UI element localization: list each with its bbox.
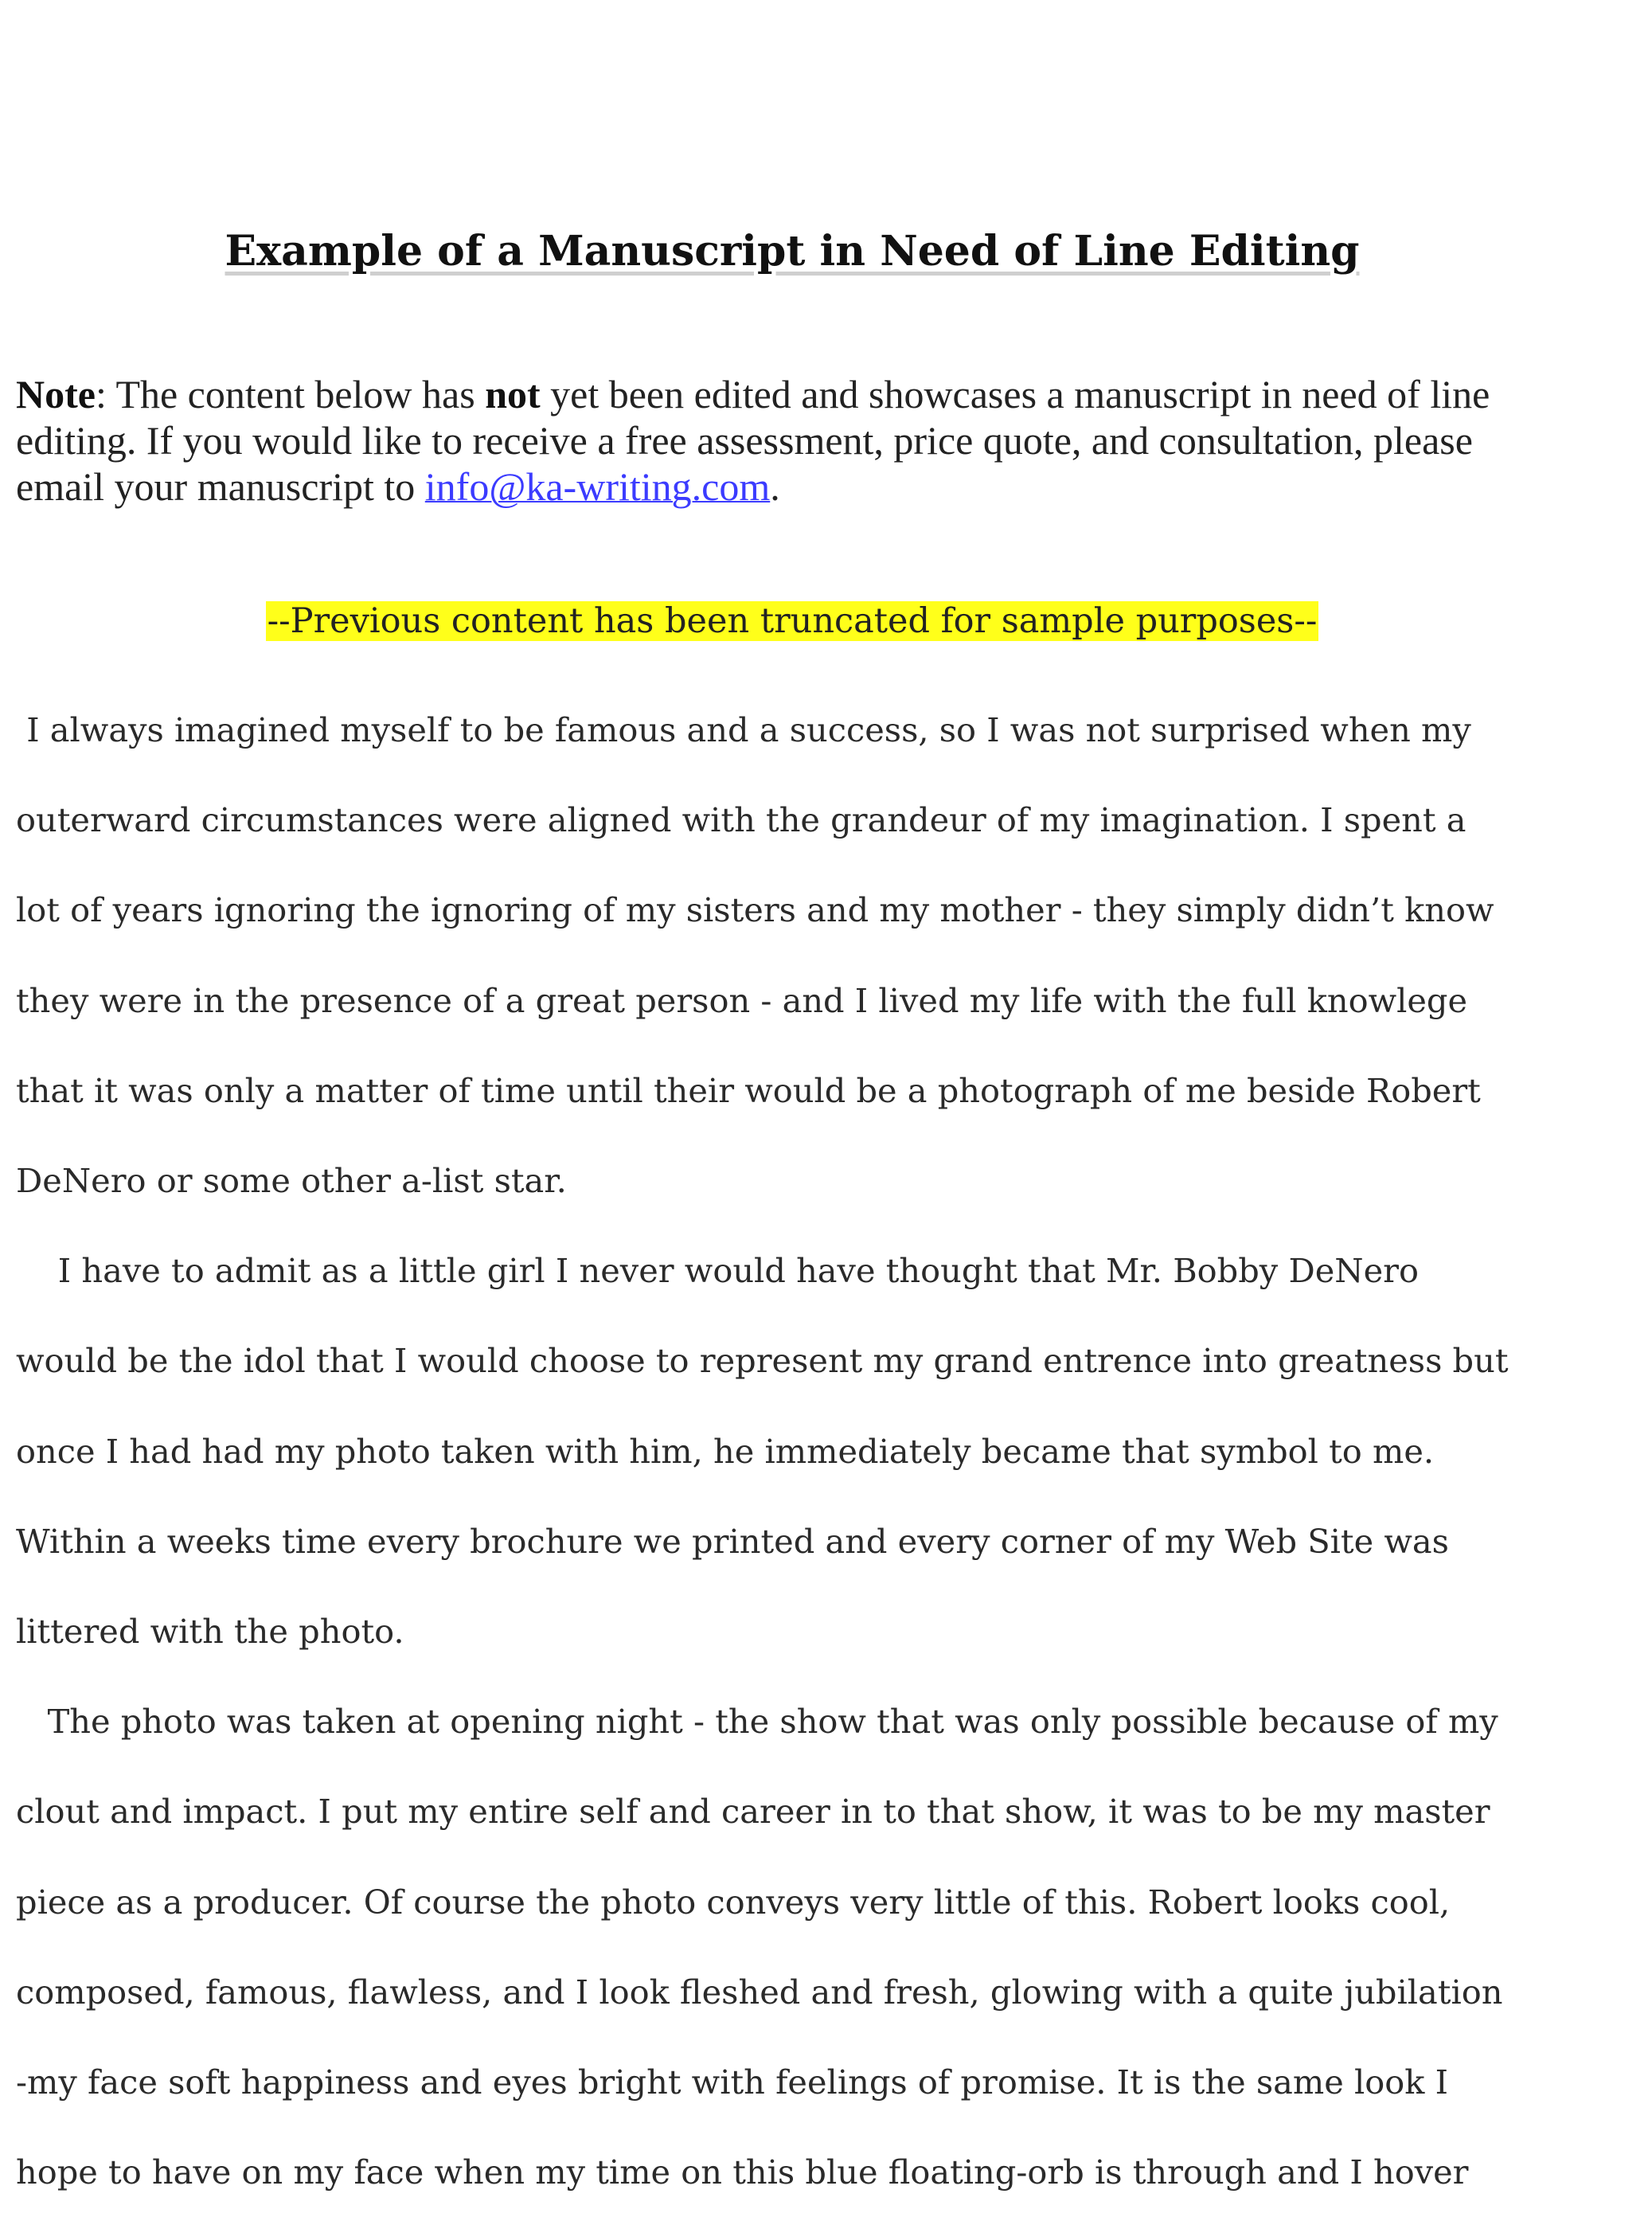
note-label: Note — [16, 372, 96, 416]
manuscript-line: once I had had my photo taken with him, he immediately became that symbol to me. — [16, 1431, 1435, 1471]
manuscript-line: -my face soft happiness and eyes bright with feelings of promise. It is the same look I — [16, 2063, 1448, 2102]
title-text: Example of a Manuscript in Need of Line Editing — [225, 227, 1360, 276]
manuscript-line: that it was only a matter of time until their would be a photograph of me beside Robert — [16, 1070, 1481, 1110]
manuscript-line: DeNero or some other a-list star. — [16, 1161, 567, 1201]
manuscript-line: clout and impact. I put my entire self and career in to that show, it was to be my master — [16, 1792, 1490, 1832]
manuscript-line: piece as a producer. Of course the photo conveys very little of this. Robert looks cool, — [16, 1882, 1451, 1922]
note-text-after: yet been edited and showcases a manuscript in need of line editing. If you would like to receive a free assessment, price quote, and consultation, please email your manuscript to — [16, 372, 1490, 509]
manuscript-body — [16, 685, 1576, 2217]
email-link[interactable]: info@ka-writing.com — [424, 464, 771, 509]
editor-note — [16, 371, 1560, 510]
note-emphasis: not — [485, 372, 541, 416]
manuscript-line: The photo was taken at opening night - the show that was only possible because of my — [16, 1702, 1498, 1742]
manuscript-line: they were in the presence of a great person - and I lived my life with the full knowlege — [16, 980, 1468, 1020]
manuscript-line: composed, famous, flawless, and I look fleshed and fresh, glowing with a quite jubilation — [16, 1972, 1503, 2012]
manuscript-line: hope to have on my face when my time on this blue floating-orb is through and I hover — [16, 2152, 1469, 2192]
manuscript-line: lot of years ignoring the ignoring of my sisters and my mother - they simply didn’t know — [16, 890, 1494, 930]
manuscript-line: littered with the photo. — [16, 1612, 404, 1652]
truncation-notice — [0, 597, 1584, 645]
note-end: . — [770, 464, 780, 509]
manuscript-line: I always imagined myself to be famous and a success, so I was not surprised when my — [16, 710, 1471, 749]
manuscript-line: would be the idol that I would choose to represent my grand entrence into greatness but — [16, 1341, 1509, 1381]
truncation-notice-text: --Previous content has been truncated for sample purposes-- — [267, 601, 1318, 641]
manuscript-line: Within a weeks time every brochure we printed and every corner of my Web Site was — [16, 1521, 1449, 1561]
document-title — [0, 223, 1584, 280]
note-text-before: : The content below has — [95, 372, 486, 416]
manuscript-line: I have to admit as a little girl I never would have thought that Mr. Bobby DeNero — [16, 1251, 1419, 1291]
manuscript-line: outerward circumstances were aligned with the grandeur of my imagination. I spent a — [16, 800, 1466, 840]
